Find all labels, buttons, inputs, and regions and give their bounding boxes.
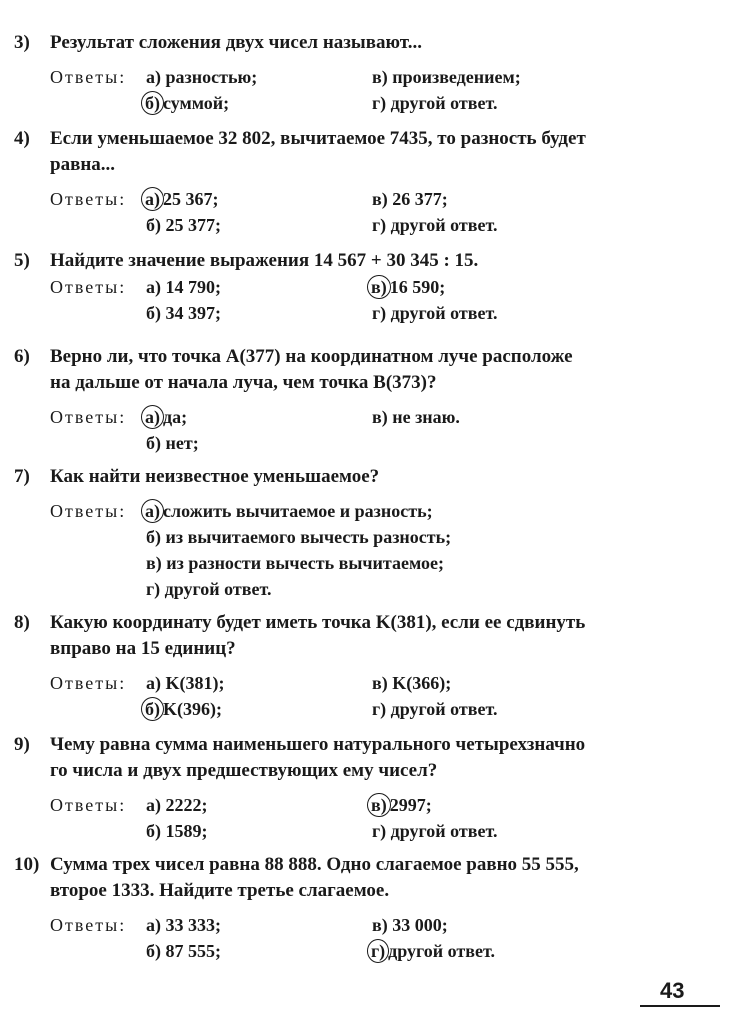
- page-number: 43: [660, 978, 685, 1003]
- question-text-line2: на дальше от начала луча, чем точка B(373)?: [50, 372, 437, 393]
- question-text: Если уменьшаемое 32 802, вычитаемое 7435, то разность будет: [50, 128, 586, 149]
- question-text-line2: го числа и двух предшествующих ему чисел?: [50, 760, 438, 781]
- answers-label: Ответы:: [50, 673, 127, 693]
- selected-answer-circle: а): [141, 405, 164, 429]
- option-d: г) другой ответ.: [372, 215, 498, 235]
- selected-answer-circle: в): [367, 275, 391, 299]
- option-a: а) разностью;: [146, 67, 258, 87]
- option-d: г) другой ответ.: [372, 93, 498, 113]
- option-d: г) другой ответ.: [372, 699, 498, 719]
- question-number: 6): [14, 346, 30, 367]
- question-text-line2: вправо на 15 единиц?: [50, 638, 236, 659]
- option-b: б) 87 555;: [146, 941, 221, 961]
- question-8: [14, 610, 734, 722]
- option-d: г) другой ответ.: [146, 579, 272, 599]
- option-d: г) другой ответ.: [372, 303, 498, 323]
- option-b: б) нет;: [146, 433, 199, 453]
- option-c: в) из разности вычесть вычитаемое;: [146, 553, 444, 573]
- option-b: б) K(396);: [146, 696, 222, 722]
- question-text: Найдите значение выражения 14 567 + 30 345 : 15.: [50, 250, 479, 271]
- question-text-line2: второе 1333. Найдите третье слагаемое.: [50, 880, 390, 901]
- selected-answer-circle: а): [141, 187, 164, 211]
- selected-answer-circle: в): [367, 793, 391, 817]
- question-10: [14, 852, 734, 964]
- question-5: [14, 248, 734, 326]
- option-a: а) да;: [146, 404, 187, 430]
- question-6: [14, 344, 734, 456]
- question-number: 8): [14, 612, 30, 633]
- option-b: б) 34 397;: [146, 303, 221, 323]
- question-number: 5): [14, 250, 30, 271]
- question-number: 9): [14, 734, 30, 755]
- question-text: Какую координату будет иметь точка K(381), если ее сдвинуть: [50, 612, 586, 633]
- option-d: г) другой ответ.: [372, 938, 495, 964]
- option-c: в) 33 000;: [372, 915, 448, 935]
- question-number: 4): [14, 128, 30, 149]
- option-c: в) 2997;: [372, 792, 432, 818]
- option-b: б) 1589;: [146, 821, 208, 841]
- question-text-line2: равна...: [50, 154, 116, 175]
- option-c: в) не знаю.: [372, 407, 460, 427]
- option-a: а) 33 333;: [146, 915, 221, 935]
- selected-answer-circle: а): [141, 499, 164, 523]
- page-number-underline: [640, 1005, 720, 1007]
- option-a: а) 25 367;: [146, 186, 219, 212]
- question-3: [14, 30, 734, 116]
- question-7: [14, 464, 734, 602]
- option-c: в) произведением;: [372, 67, 521, 87]
- option-a: а) 2222;: [146, 795, 208, 815]
- option-b: б) из вычитаемого вычесть разность;: [146, 527, 452, 547]
- answers-label: Ответы:: [50, 795, 127, 815]
- option-a: а) K(381);: [146, 673, 225, 693]
- option-c: в) 26 377;: [372, 189, 448, 209]
- answers-label: Ответы:: [50, 189, 127, 209]
- question-number: 7): [14, 466, 30, 487]
- option-a: а) 14 790;: [146, 277, 221, 297]
- option-b: б) суммой;: [146, 90, 229, 116]
- question-4: [14, 126, 734, 238]
- option-c: в) K(366);: [372, 673, 452, 693]
- question-text: Сумма трех чисел равна 88 888. Одно слагаемое равно 55 555,: [50, 854, 579, 875]
- question-number: 3): [14, 32, 30, 53]
- option-b: б) 25 377;: [146, 215, 221, 235]
- option-c: в) 16 590;: [372, 274, 445, 300]
- option-a: а) сложить вычитаемое и разность;: [146, 498, 433, 524]
- question-text: Чему равна сумма наименьшего натурального четырехзначно: [50, 734, 586, 755]
- answers-label: Ответы:: [50, 915, 127, 935]
- answers-label: Ответы:: [50, 277, 127, 297]
- answers-label: Ответы:: [50, 501, 127, 521]
- question-9: [14, 732, 734, 844]
- question-text: Как найти неизвестное уменьшаемое?: [50, 466, 380, 487]
- answers-label: Ответы:: [50, 67, 127, 87]
- selected-answer-circle: б): [141, 697, 164, 721]
- question-text: Результат сложения двух чисел называют...: [50, 32, 422, 53]
- question-text: Верно ли, что точка A(377) на координатном луче расположе: [50, 346, 573, 367]
- selected-answer-circle: г): [367, 939, 389, 963]
- question-number: 10): [14, 854, 40, 875]
- answers-label: Ответы:: [50, 407, 127, 427]
- option-d: г) другой ответ.: [372, 821, 498, 841]
- selected-answer-circle: б): [141, 91, 164, 115]
